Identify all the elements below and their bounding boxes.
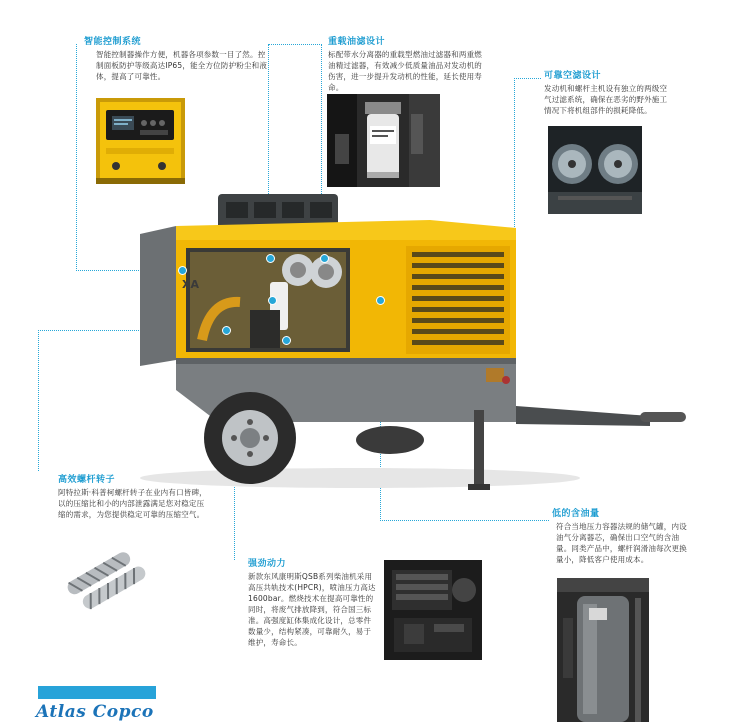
- feature-oil-content: [552, 506, 692, 565]
- feature-rotor-body: 阿特拉斯·科普柯螺杆转子在业内有口皆碑，以的压缩比和小的内部泄露满足您对稳定压缩的需求，为您提供稳定可靠的压缩空气。: [58, 488, 207, 519]
- callout-dot-oil-filter: [266, 254, 275, 263]
- callout-dot-air-filter: [320, 254, 329, 263]
- engine-photo: [384, 560, 482, 660]
- rotor-photo: [58, 545, 158, 620]
- feature-oil-filter-body: 标配带水分离器的重载型燃油过滤器和两重燃油精过滤器，有效减少低质量油品对发动机的伤害，进一步提升发动机的性能，延长使用寿命。: [328, 50, 482, 92]
- feature-oil-filter: [328, 34, 488, 93]
- callout-dot-oil-filter-2: [268, 296, 277, 305]
- feature-control: [84, 34, 269, 82]
- feature-engine-body: 新款东风康明斯QSB系列柴油机采用高压共轨技术(HPCR)，喷油压力高达1600bar。燃烧技术在提高可靠性的同时，将废气排放降到，符合国三标准。高强度缸体集成化设计，总零件数量少，结构紧凑，可靠耐久，易于维护，寿命长。: [248, 572, 376, 647]
- atlas-copco-logo: Atlas Copco: [36, 702, 154, 722]
- logo-accent-bar: [38, 686, 156, 699]
- callout-dot-oil-content: [376, 296, 385, 305]
- compressor-illustration: [130, 190, 690, 490]
- machine-model-text: XA: [182, 278, 199, 291]
- feature-engine-title: 强劲动力: [248, 559, 287, 569]
- feature-air-filter-body: 发动机和螺杆主机设有独立的两级空气过滤系统，确保在恶劣的野外施工情况下将机组部件的损耗降低。: [544, 84, 668, 115]
- callout-dot-control: [178, 266, 187, 275]
- feature-rotor-title: 高效螺杆转子: [58, 475, 116, 485]
- leader-oil-filter-top: [268, 44, 320, 45]
- control-panel-photo: [96, 98, 185, 184]
- feature-control-title: 智能控制系统: [84, 37, 142, 47]
- callout-dot-rotor: [222, 326, 231, 335]
- feature-control-body: 智能控制器操作方便，机器各项参数一目了然。控制面板防护等级高达IP65，能全方位防护粉尘和液体，提高了可靠性。: [96, 50, 268, 81]
- oil-filter-photo: [327, 94, 440, 187]
- feature-oil-content-title: 低的含油量: [552, 509, 600, 519]
- feature-air-filter-title: 可靠空滤设计: [544, 71, 602, 81]
- feature-air-filter: [544, 68, 672, 116]
- feature-rotor: [58, 472, 208, 520]
- feature-oil-filter-title: 重载油滤设计: [328, 37, 386, 47]
- oil-tank-photo: [557, 578, 649, 722]
- callout-dot-engine: [282, 336, 291, 345]
- feature-oil-content-body: 符合当地压力容器法规的储气罐，内设油气分离器芯，确保出口空气的含油量。同类产品中，螺杆润滑油每次更换量小，降低客户使用成本。: [556, 522, 687, 564]
- feature-engine: [234, 556, 378, 648]
